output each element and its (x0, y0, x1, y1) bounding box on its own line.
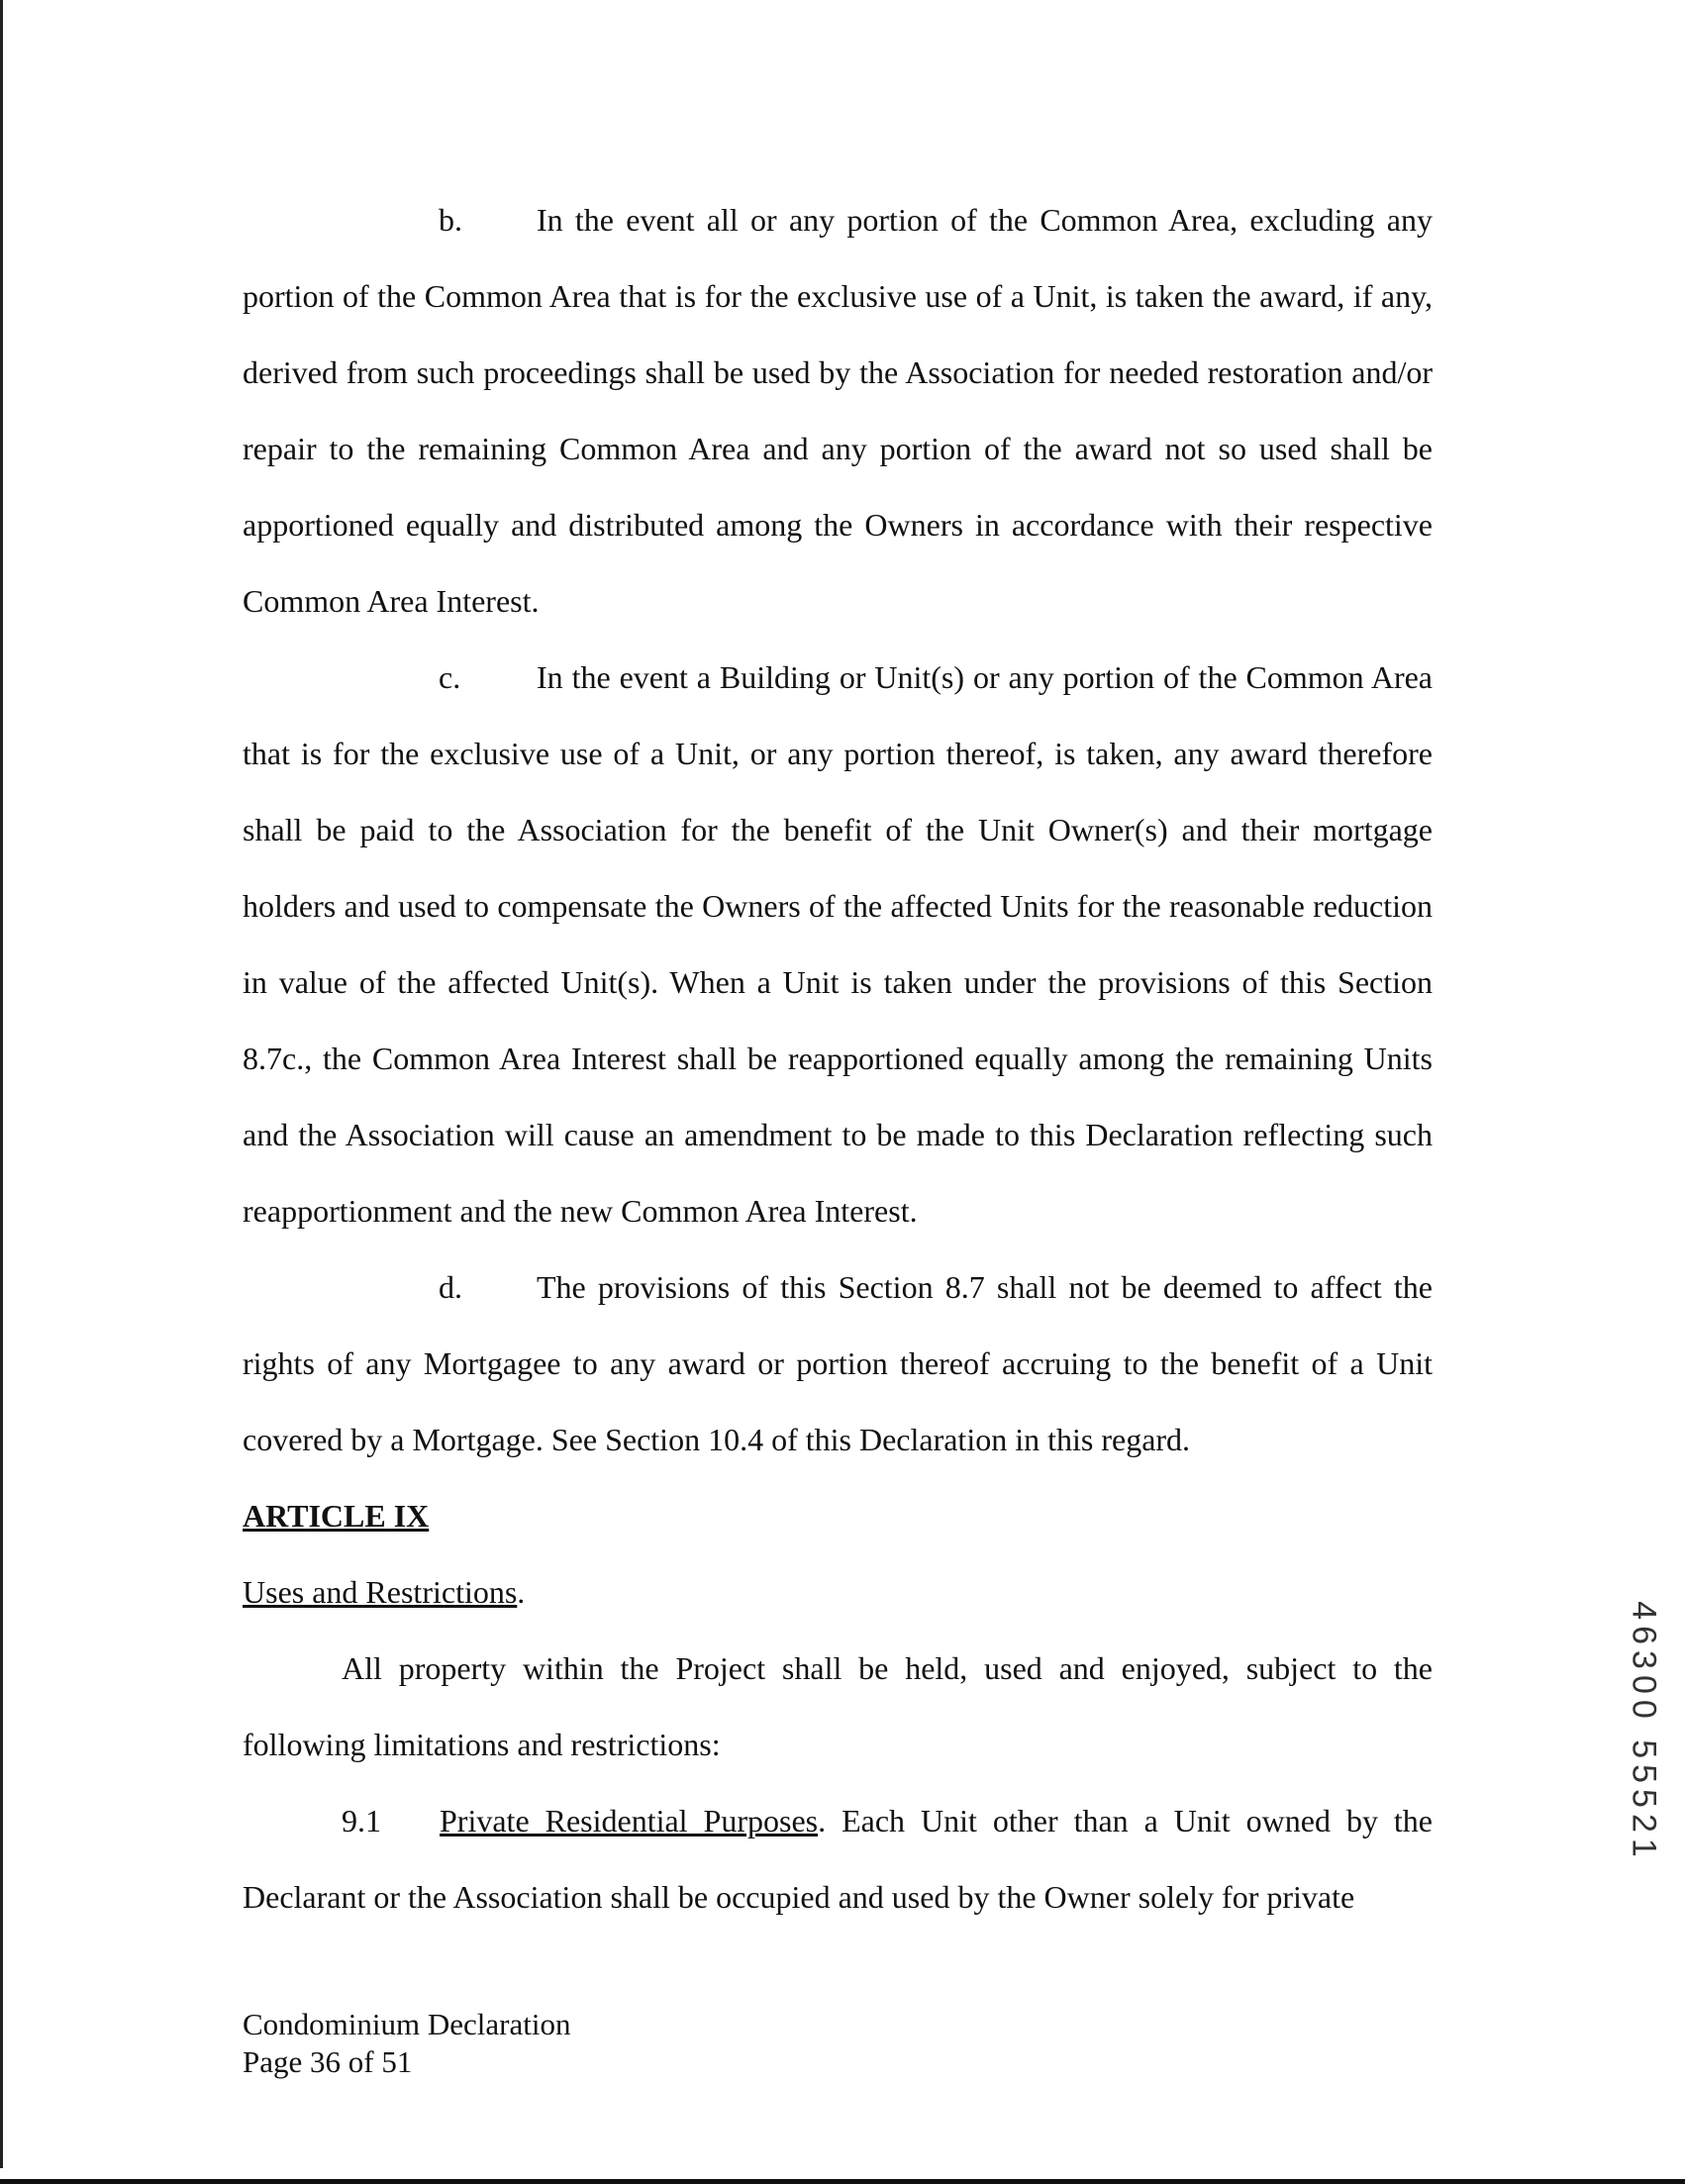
recording-stamp-text: 46300 55521 (1625, 1601, 1663, 1863)
paragraph-c-label: c. (439, 659, 461, 695)
paragraph-d-label: d. (439, 1269, 462, 1305)
article-title: ARTICLE IX (243, 1498, 430, 1534)
page-bottom-edge (0, 2179, 1685, 2184)
document-body (243, 182, 1433, 1936)
paragraph-b (243, 182, 1433, 640)
page-footer (243, 2006, 570, 2081)
section-9-1 (243, 1783, 1433, 1936)
recording-stamp (1624, 1584, 1663, 1881)
paragraph-c (243, 640, 1433, 1249)
page-left-edge (0, 0, 3, 2168)
article-subtitle-text: Uses and Restrictions (243, 1574, 518, 1610)
section-9-1-text: Each Unit other than a Unit owned by the Declarant or the Association shall be occupied and used by the Owner solely for private (243, 1803, 1434, 1915)
article-intro: All property within the Project shall be held, used and enjoyed, subject to the following limitations and restrictions: (243, 1650, 1433, 1762)
paragraph-d-text: The provisions of this Section 8.7 shall not be deemed to affect the rights of any Mortgagee to any award or portion thereof accruing to the benefit of a Unit covered by a Mortgage. See Section 10.4 of this Declaration in this regard. (243, 1269, 1433, 1457)
section-9-1-title: Private Residential Purposes (440, 1803, 819, 1838)
paragraph-c-text: In the event a Building or Unit(s) or any portion of the Common Area that is for the exclusive use of a Unit, or any portion thereof, is taken, any award therefore shall be paid to the Association for the benefit of the Unit Owner(s) and their mortgage holders and used to compensate the Owners of the affected Units for the reasonable reduction in value of the affected Unit(s). When a Unit is taken under the provisions of this Section 8.7c., the Common Area Interest shall be reapportioned equally among the remaining Units and the Association will cause an amendment to be made to this Declaration reflecting such reapportionment and the new Common Area Interest. (243, 659, 1433, 1229)
section-9-1-number: 9.1 (342, 1803, 381, 1838)
paragraph-b-text: In the event all or any portion of the Common Area, excluding any portion of the Common Area that is for the exclusive use of a Unit, is taken the award, if any, derived from such proceedings shall be used by the Association for needed restoration and/or repair to the remaining Common Area and any portion of the award not so used shall be apportioned equally and distributed among the Owners in accordance with their respective Common Area Interest. (243, 202, 1433, 619)
article-subtitle-period: . (517, 1574, 526, 1610)
section-9-1-title-period: . (818, 1803, 827, 1838)
footer-page-number: Page 36 of 51 (243, 2044, 413, 2079)
paragraph-b-label: b. (439, 202, 462, 238)
footer-document-title: Condominium Declaration (243, 2007, 571, 2041)
paragraph-d (243, 1249, 1433, 1478)
article-subtitle (243, 1554, 1433, 1631)
